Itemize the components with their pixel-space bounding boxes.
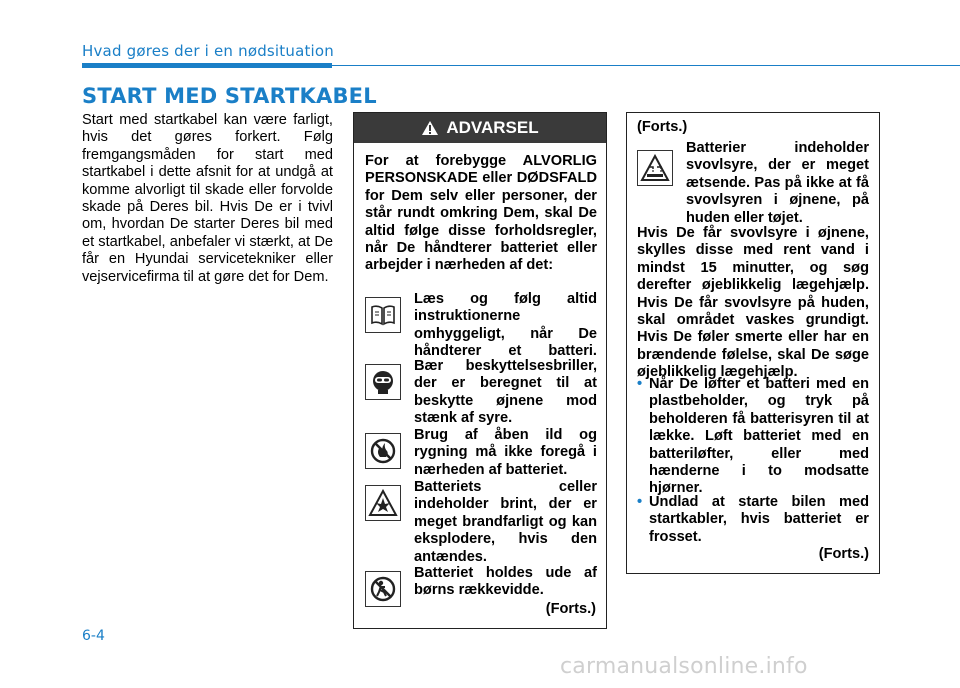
no-flame-icon	[365, 433, 401, 469]
page-title: START MED STARTKABEL	[82, 84, 377, 108]
section-header: Hvad gøres der i en nødsituation	[82, 42, 335, 60]
page-number: 6-4	[82, 628, 105, 644]
list-item	[637, 376, 869, 498]
continued-box	[626, 112, 880, 574]
warning-item-text: Batteriet holdes ude af børns rækkevidde.	[414, 565, 597, 599]
warning-item-text: Læs og følg altid instruktionerne omhyggeligt, når De håndterer et batteri.	[414, 291, 597, 360]
warning-lead-text: For at forebygge ALVORLIG PERSONSKADE eller DØDSFALD for Dem selv eller personer, der står rundt omkring Dem, skal De altid følge disse forholdsregler, når De håndterer batteriet eller arbejder i nærheden af det:	[365, 153, 597, 274]
bullet-dot: •	[637, 494, 643, 510]
warning-heading: ADVARSEL	[446, 118, 539, 137]
warning-header	[354, 113, 606, 143]
watermark: carmanualsonline.info	[560, 654, 808, 679]
continued-top-label: (Forts.)	[637, 119, 688, 135]
warning-item-text: Brug af åben ild og rygning må ikke foregå i nærheden af batteriet.	[414, 427, 597, 478]
continued-label: (Forts.)	[818, 546, 869, 562]
list-item	[637, 494, 869, 546]
list-item-text: Når De løfter et batteri med en plastbeholder, og tryk på beholderen få batterisyren til at lække. Løft batteriet med en batteriløfter, eller med hænderne i to modsatte hjørner.	[649, 376, 869, 497]
no-children-icon	[365, 571, 401, 607]
list-item-text: Undlad at starte bilen med startkabler, hvis batteriet er frosset.	[649, 494, 869, 545]
intro-paragraph: Start med startkabel kan være farligt, hvis det gøres forkert. Følg fremgangsmåden for start med startkabel i dette afsnit for at undgå at komme alvorligt til skade eller forvolde skade på Deres bil. Hvis De er i tvivl om, hvordan De starter Deres bil med et startkabel, anbefaler vi stærkt, at De får en Hyundai servicetekniker eller vejservicefirma til at gøre det for Dem.	[82, 112, 333, 285]
book-icon	[365, 297, 401, 333]
explosion-icon	[365, 485, 401, 521]
header-accent-bar	[82, 63, 332, 68]
warning-item-text: Batteriets celler indeholder brint, der er meget brandfarligt og kan eksplodere, hvis den antændes.	[414, 479, 597, 565]
goggles-icon	[365, 364, 401, 400]
header-rule	[332, 65, 960, 66]
acid-warning-text: Batterier indeholder svovlsyre, der er meget ætsende. Pas på ikke at få svovlsyren i øjnene, på huden eller tøjet.	[686, 140, 869, 226]
continued-label: (Forts.)	[545, 601, 596, 617]
acid-first-aid-paragraph: Hvis De får svovlsyre i øjnene, skylles disse med rent vand i mindst 15 minutter, og søg derefter øjeblikkelig lægehjælp. Hvis De får svovlsyre på huden, skal området vaskes grundigt. Hvis De føler smerte eller har en brændende følelse, skal De søge øjeblikkelig lægehjælp.	[637, 225, 869, 381]
corrosive-icon	[637, 150, 673, 186]
warning-box	[353, 112, 607, 629]
warning-item-text: Bær beskyttelsesbriller, der er beregnet til at beskytte øjnene mod stænk af syre.	[414, 358, 597, 427]
bullet-dot: •	[637, 376, 643, 392]
warning-triangle-icon	[421, 120, 439, 136]
